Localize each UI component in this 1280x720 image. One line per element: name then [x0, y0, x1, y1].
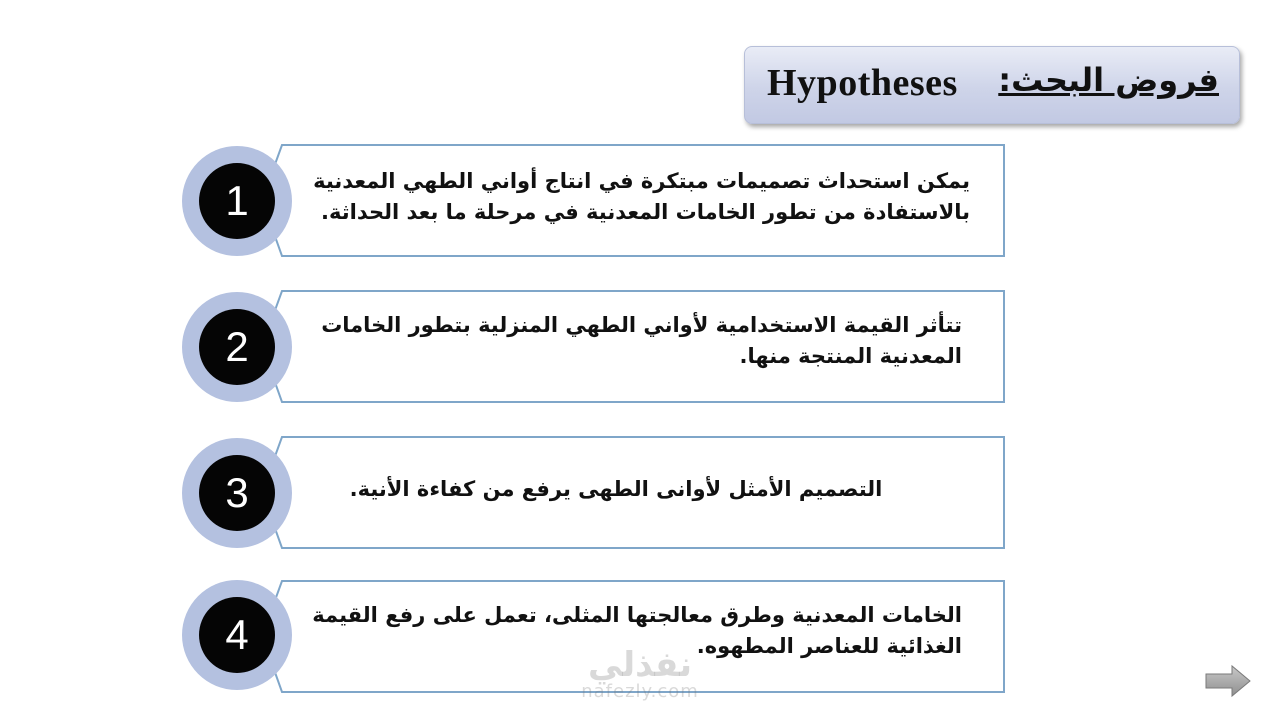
next-arrow-icon[interactable] [1204, 664, 1252, 698]
number-badge-value: 1 [199, 163, 275, 239]
number-badge [182, 580, 292, 690]
number-badge-value: 4 [199, 597, 275, 673]
number-badge-value: 3 [199, 455, 275, 531]
watermark [560, 645, 720, 702]
title-box [744, 46, 1240, 124]
hypothesis-item-2 [182, 290, 1006, 406]
number-badge [182, 292, 292, 402]
hypothesis-item-1 [182, 144, 1006, 260]
hypothesis-text: يمكن استحداث تصميمات مبتكرة في انتاج أواني الطهي المعدنية بالاستفادة من تطور الخامات المعدنية في مرحلة ما بعد الحداثة. [313, 169, 970, 224]
watermark-url: nafezly.com [581, 681, 699, 702]
hypothesis-text: التصميم الأمثل لأوانى الطهى يرفع من كفاءة الأنية. [349, 477, 883, 501]
number-badge [182, 146, 292, 256]
hypothesis-text: تتأثر القيمة الاستخدامية لأواني الطهي المنزلية بتطور الخامات المعدنية المنتجة منها. [321, 313, 962, 368]
number-badge-value: 2 [199, 309, 275, 385]
hypothesis-text: الخامات المعدنية وطرق معالجتها المثلى، تعمل على رفع القيمة الغذائية للعناصر المطهوه. [312, 603, 962, 658]
title-arabic: فروض البحث: [998, 61, 1219, 99]
watermark-logo: نفذلي [587, 645, 693, 685]
title-english: Hypotheses [767, 62, 958, 104]
hypothesis-item-3 [182, 436, 1006, 552]
number-badge [182, 438, 292, 548]
